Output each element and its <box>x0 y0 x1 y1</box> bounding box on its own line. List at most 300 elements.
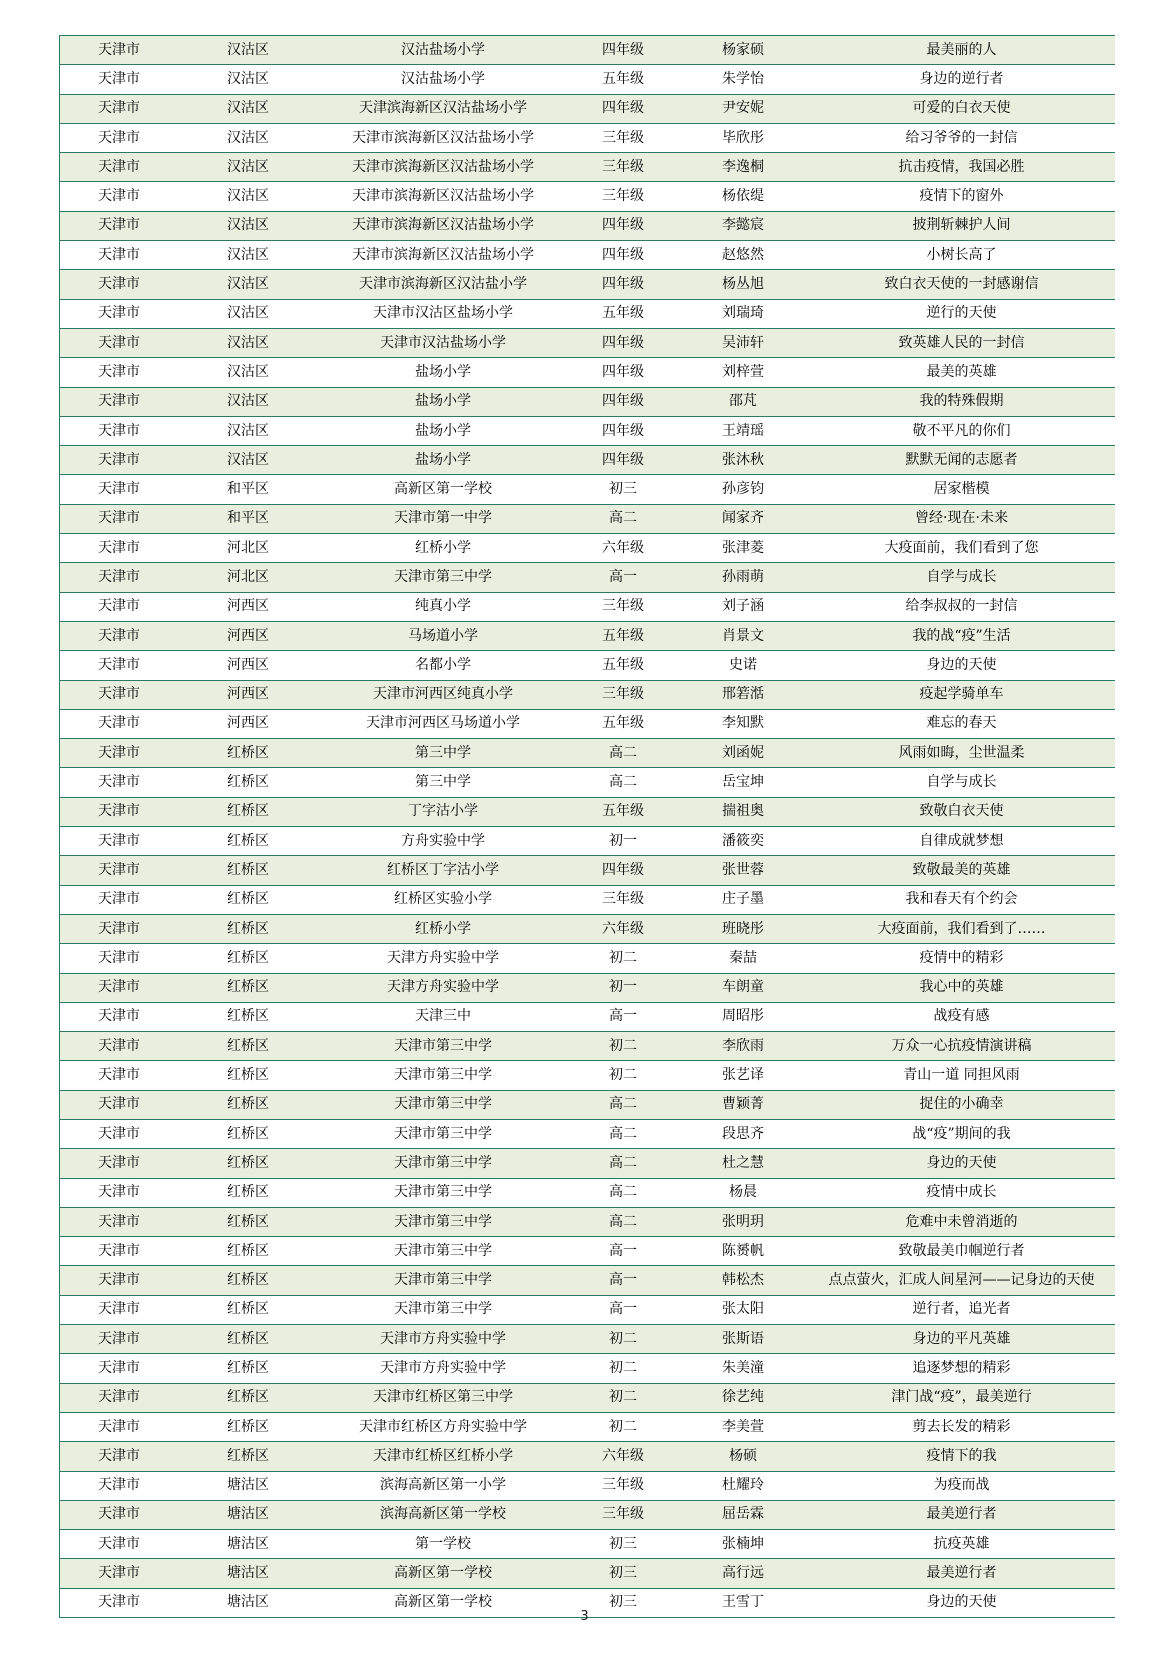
table-row <box>60 1559 1115 1588</box>
city-cell: 天津市 <box>60 592 178 621</box>
school-cell: 天津市滨海新区汉沽盐小学 <box>318 270 568 299</box>
table-row <box>60 739 1115 768</box>
city-cell: 天津市 <box>60 1295 178 1324</box>
district-cell: 汉沽区 <box>178 387 318 416</box>
student-name-cell: 陈赟帆 <box>678 1237 808 1266</box>
student-name-cell: 屈岳霖 <box>678 1500 808 1529</box>
essay-title-cell: 小树长高了 <box>808 241 1115 270</box>
district-cell: 和平区 <box>178 504 318 533</box>
student-name-cell: 揣祖奥 <box>678 797 808 826</box>
grade-cell: 高一 <box>568 1266 678 1295</box>
student-name-cell: 庄子墨 <box>678 885 808 914</box>
district-cell: 红桥区 <box>178 1090 318 1119</box>
district-cell: 红桥区 <box>178 1237 318 1266</box>
grade-cell: 六年级 <box>568 534 678 563</box>
student-name-cell: 刘函妮 <box>678 739 808 768</box>
school-cell: 天津市滨海新区汉沽盐场小学 <box>318 123 568 152</box>
city-cell: 天津市 <box>60 358 178 387</box>
city-cell: 天津市 <box>60 504 178 533</box>
essay-title-cell: 最美逆行者 <box>808 1559 1115 1588</box>
student-name-cell: 曹颖菁 <box>678 1090 808 1119</box>
city-cell: 天津市 <box>60 768 178 797</box>
grade-cell: 初二 <box>568 1032 678 1061</box>
table-row <box>60 1442 1115 1471</box>
essay-title-cell: 抗击疫情，我国必胜 <box>808 153 1115 182</box>
essay-title-cell: 逆行的天使 <box>808 299 1115 328</box>
district-cell: 汉沽区 <box>178 182 318 211</box>
grade-cell: 初二 <box>568 1412 678 1441</box>
city-cell: 天津市 <box>60 1383 178 1412</box>
essay-title-cell: 身边的天使 <box>808 651 1115 680</box>
district-cell: 红桥区 <box>178 1178 318 1207</box>
student-name-cell: 杨丛旭 <box>678 270 808 299</box>
school-cell: 天津滨海新区汉沽盐场小学 <box>318 94 568 123</box>
school-cell: 红桥区实验小学 <box>318 885 568 914</box>
school-cell: 天津市河西区纯真小学 <box>318 680 568 709</box>
essay-title-cell: 疫情中成长 <box>808 1178 1115 1207</box>
table-row <box>60 1119 1115 1148</box>
essay-title-cell: 曾经·现在·未来 <box>808 504 1115 533</box>
student-name-cell: 邵芃 <box>678 387 808 416</box>
district-cell: 汉沽区 <box>178 416 318 445</box>
essay-title-cell: 自律成就梦想 <box>808 827 1115 856</box>
school-cell: 天津市滨海新区汉沽盐场小学 <box>318 153 568 182</box>
grade-cell: 六年级 <box>568 1442 678 1471</box>
grade-cell: 高二 <box>568 1090 678 1119</box>
student-name-cell: 张斯语 <box>678 1325 808 1354</box>
district-cell: 塘沽区 <box>178 1588 318 1617</box>
essay-title-cell: 我和春天有个约会 <box>808 885 1115 914</box>
district-cell: 红桥区 <box>178 797 318 826</box>
essay-title-cell: 抗疫英雄 <box>808 1530 1115 1559</box>
city-cell: 天津市 <box>60 1500 178 1529</box>
grade-cell: 高二 <box>568 1178 678 1207</box>
district-cell: 汉沽区 <box>178 270 318 299</box>
student-name-cell: 张楠坤 <box>678 1530 808 1559</box>
table-row <box>60 1178 1115 1207</box>
student-name-cell: 杨家硕 <box>678 36 808 65</box>
school-cell: 汉沽盐场小学 <box>318 65 568 94</box>
city-cell: 天津市 <box>60 944 178 973</box>
grade-cell: 三年级 <box>568 123 678 152</box>
city-cell: 天津市 <box>60 1412 178 1441</box>
student-name-cell: 李懿宸 <box>678 211 808 240</box>
essay-title-cell: 身边的天使 <box>808 1149 1115 1178</box>
city-cell: 天津市 <box>60 534 178 563</box>
table-row <box>60 709 1115 738</box>
school-cell: 天津市第三中学 <box>318 1266 568 1295</box>
table-row <box>60 1002 1115 1031</box>
school-cell: 方舟实验中学 <box>318 827 568 856</box>
grade-cell: 初三 <box>568 1588 678 1617</box>
grade-cell: 高二 <box>568 739 678 768</box>
district-cell: 红桥区 <box>178 914 318 943</box>
student-name-cell: 朱学怡 <box>678 65 808 94</box>
district-cell: 河西区 <box>178 592 318 621</box>
district-cell: 河北区 <box>178 563 318 592</box>
grade-cell: 高一 <box>568 1295 678 1324</box>
district-cell: 塘沽区 <box>178 1500 318 1529</box>
student-name-cell: 孙雨萌 <box>678 563 808 592</box>
student-name-cell: 肖景文 <box>678 621 808 650</box>
city-cell: 天津市 <box>60 885 178 914</box>
city-cell: 天津市 <box>60 1471 178 1500</box>
student-name-cell: 杨依缇 <box>678 182 808 211</box>
city-cell: 天津市 <box>60 1178 178 1207</box>
district-cell: 红桥区 <box>178 1266 318 1295</box>
district-cell: 汉沽区 <box>178 241 318 270</box>
city-cell: 天津市 <box>60 1530 178 1559</box>
table-row <box>60 1207 1115 1236</box>
school-cell: 天津市第三中学 <box>318 1207 568 1236</box>
essay-title-cell: 津门战“疫”，最美逆行 <box>808 1383 1115 1412</box>
school-cell: 滨海高新区第一学校 <box>318 1500 568 1529</box>
grade-cell: 五年级 <box>568 65 678 94</box>
city-cell: 天津市 <box>60 680 178 709</box>
grade-cell: 四年级 <box>568 387 678 416</box>
city-cell: 天津市 <box>60 827 178 856</box>
essay-title-cell: 我心中的英雄 <box>808 973 1115 1002</box>
school-cell: 盐场小学 <box>318 416 568 445</box>
grade-cell: 高二 <box>568 768 678 797</box>
school-cell: 天津市第三中学 <box>318 1295 568 1324</box>
grade-cell: 初二 <box>568 1325 678 1354</box>
school-cell: 天津市第三中学 <box>318 1061 568 1090</box>
essay-title-cell: 敬不平凡的你们 <box>808 416 1115 445</box>
city-cell: 天津市 <box>60 299 178 328</box>
district-cell: 红桥区 <box>178 856 318 885</box>
school-cell: 天津市方舟实验中学 <box>318 1325 568 1354</box>
district-cell: 红桥区 <box>178 1383 318 1412</box>
essay-title-cell: 给李叔叔的一封信 <box>808 592 1115 621</box>
school-cell: 天津市滨海新区汉沽盐场小学 <box>318 211 568 240</box>
grade-cell: 五年级 <box>568 709 678 738</box>
district-cell: 汉沽区 <box>178 123 318 152</box>
city-cell: 天津市 <box>60 182 178 211</box>
city-cell: 天津市 <box>60 1061 178 1090</box>
grade-cell: 四年级 <box>568 36 678 65</box>
table-row <box>60 1032 1115 1061</box>
district-cell: 塘沽区 <box>178 1530 318 1559</box>
student-name-cell: 秦喆 <box>678 944 808 973</box>
district-cell: 汉沽区 <box>178 94 318 123</box>
essay-title-cell: 最美逆行者 <box>808 1500 1115 1529</box>
essay-title-cell: 为疫而战 <box>808 1471 1115 1500</box>
school-cell: 高新区第一学校 <box>318 475 568 504</box>
grade-cell: 五年级 <box>568 621 678 650</box>
district-cell: 红桥区 <box>178 1149 318 1178</box>
district-cell: 红桥区 <box>178 739 318 768</box>
essay-title-cell: 致敬最美的英雄 <box>808 856 1115 885</box>
student-name-cell: 吴沛轩 <box>678 328 808 357</box>
school-cell: 盐场小学 <box>318 387 568 416</box>
school-cell: 名都小学 <box>318 651 568 680</box>
table-row <box>60 123 1115 152</box>
page-number: 3 <box>580 1609 589 1624</box>
school-cell: 天津市第三中学 <box>318 1178 568 1207</box>
district-cell: 红桥区 <box>178 1207 318 1236</box>
grade-cell: 四年级 <box>568 416 678 445</box>
city-cell: 天津市 <box>60 1149 178 1178</box>
school-cell: 丁字沽小学 <box>318 797 568 826</box>
grade-cell: 初二 <box>568 1354 678 1383</box>
grade-cell: 四年级 <box>568 241 678 270</box>
essay-title-cell: 逆行者，追光者 <box>808 1295 1115 1324</box>
table-row <box>60 1061 1115 1090</box>
essay-title-cell: 最美的英雄 <box>808 358 1115 387</box>
grade-cell: 三年级 <box>568 153 678 182</box>
city-cell: 天津市 <box>60 621 178 650</box>
table-row <box>60 768 1115 797</box>
essay-title-cell: 青山一道 同担风雨 <box>808 1061 1115 1090</box>
grade-cell: 三年级 <box>568 592 678 621</box>
district-cell: 红桥区 <box>178 1002 318 1031</box>
student-name-cell: 李美萱 <box>678 1412 808 1441</box>
student-name-cell: 尹安妮 <box>678 94 808 123</box>
school-cell: 纯真小学 <box>318 592 568 621</box>
table-row <box>60 534 1115 563</box>
city-cell: 天津市 <box>60 563 178 592</box>
essay-title-cell: 疫起学骑单车 <box>808 680 1115 709</box>
essay-title-cell: 我的战“疫”生活 <box>808 621 1115 650</box>
grade-cell: 三年级 <box>568 1500 678 1529</box>
city-cell: 天津市 <box>60 973 178 1002</box>
essay-title-cell: 披荆斩棘护人间 <box>808 211 1115 240</box>
grade-cell: 四年级 <box>568 328 678 357</box>
school-cell: 天津市第三中学 <box>318 1090 568 1119</box>
student-name-cell: 李逸桐 <box>678 153 808 182</box>
district-cell: 塘沽区 <box>178 1559 318 1588</box>
table-row <box>60 36 1115 65</box>
table-row <box>60 1266 1115 1295</box>
grade-cell: 三年级 <box>568 680 678 709</box>
school-cell: 天津方舟实验中学 <box>318 973 568 1002</box>
student-name-cell: 段思齐 <box>678 1119 808 1148</box>
grade-cell: 四年级 <box>568 94 678 123</box>
district-cell: 河西区 <box>178 621 318 650</box>
table-row <box>60 358 1115 387</box>
essay-title-cell: 战疫有感 <box>808 1002 1115 1031</box>
district-cell: 红桥区 <box>178 1325 318 1354</box>
student-name-cell: 杨硕 <box>678 1442 808 1471</box>
student-name-cell: 高行远 <box>678 1559 808 1588</box>
essay-title-cell: 万众一心抗疫情演讲稿 <box>808 1032 1115 1061</box>
city-cell: 天津市 <box>60 1442 178 1471</box>
table-row <box>60 563 1115 592</box>
city-cell: 天津市 <box>60 739 178 768</box>
table-row <box>60 827 1115 856</box>
city-cell: 天津市 <box>60 241 178 270</box>
school-cell: 天津方舟实验中学 <box>318 944 568 973</box>
district-cell: 汉沽区 <box>178 65 318 94</box>
district-cell: 汉沽区 <box>178 328 318 357</box>
district-cell: 汉沽区 <box>178 358 318 387</box>
student-name-cell: 刘梓萱 <box>678 358 808 387</box>
city-cell: 天津市 <box>60 475 178 504</box>
table-row <box>60 211 1115 240</box>
student-name-cell: 杜耀玲 <box>678 1471 808 1500</box>
city-cell: 天津市 <box>60 1207 178 1236</box>
district-cell: 汉沽区 <box>178 36 318 65</box>
grade-cell: 四年级 <box>568 358 678 387</box>
table-row <box>60 475 1115 504</box>
student-name-cell: 张明玥 <box>678 1207 808 1236</box>
grade-cell: 初二 <box>568 944 678 973</box>
school-cell: 天津市第一中学 <box>318 504 568 533</box>
city-cell: 天津市 <box>60 1325 178 1354</box>
essay-title-cell: 给习爷爷的一封信 <box>808 123 1115 152</box>
grade-cell: 初三 <box>568 1530 678 1559</box>
student-name-cell: 韩松杰 <box>678 1266 808 1295</box>
school-cell: 天津市红桥区第三中学 <box>318 1383 568 1412</box>
table-row <box>60 328 1115 357</box>
table-row <box>60 182 1115 211</box>
student-name-cell: 张世蓉 <box>678 856 808 885</box>
city-cell: 天津市 <box>60 1354 178 1383</box>
grade-cell: 六年级 <box>568 914 678 943</box>
district-cell: 塘沽区 <box>178 1471 318 1500</box>
table-row <box>60 973 1115 1002</box>
district-cell: 红桥区 <box>178 885 318 914</box>
table-row <box>60 446 1115 475</box>
table-row <box>60 416 1115 445</box>
school-cell: 天津市红桥区红桥小学 <box>318 1442 568 1471</box>
essay-title-cell: 可爱的白衣天使 <box>808 94 1115 123</box>
student-name-cell: 史诺 <box>678 651 808 680</box>
school-cell: 滨海高新区第一小学 <box>318 1471 568 1500</box>
school-cell: 高新区第一学校 <box>318 1559 568 1588</box>
school-cell: 盐场小学 <box>318 358 568 387</box>
entries-table-body <box>60 36 1115 1618</box>
table-row <box>60 153 1115 182</box>
table-row <box>60 504 1115 533</box>
city-cell: 天津市 <box>60 914 178 943</box>
school-cell: 盐场小学 <box>318 446 568 475</box>
student-name-cell: 张太阳 <box>678 1295 808 1324</box>
table-row <box>60 856 1115 885</box>
district-cell: 红桥区 <box>178 1354 318 1383</box>
grade-cell: 四年级 <box>568 856 678 885</box>
district-cell: 河西区 <box>178 651 318 680</box>
table-row <box>60 94 1115 123</box>
table-row <box>60 1530 1115 1559</box>
student-name-cell: 张沐秋 <box>678 446 808 475</box>
city-cell: 天津市 <box>60 797 178 826</box>
student-name-cell: 潘筱奕 <box>678 827 808 856</box>
grade-cell: 三年级 <box>568 182 678 211</box>
school-cell: 第三中学 <box>318 739 568 768</box>
essay-title-cell: 点点萤火，汇成人间星河——记身边的天使 <box>808 1266 1115 1295</box>
school-cell: 天津三中 <box>318 1002 568 1031</box>
student-name-cell: 周昭彤 <box>678 1002 808 1031</box>
city-cell: 天津市 <box>60 387 178 416</box>
school-cell: 第一学校 <box>318 1530 568 1559</box>
school-cell: 天津市第三中学 <box>318 1032 568 1061</box>
essay-title-cell: 居家楷模 <box>808 475 1115 504</box>
grade-cell: 高一 <box>568 1002 678 1031</box>
essay-title-cell: 捉住的小确幸 <box>808 1090 1115 1119</box>
city-cell: 天津市 <box>60 1588 178 1617</box>
essay-title-cell: 默默无闻的志愿者 <box>808 446 1115 475</box>
grade-cell: 初三 <box>568 475 678 504</box>
essay-title-cell: 剪去长发的精彩 <box>808 1412 1115 1441</box>
grade-cell: 四年级 <box>568 446 678 475</box>
district-cell: 红桥区 <box>178 1295 318 1324</box>
essay-title-cell: 战“疫”期间的我 <box>808 1119 1115 1148</box>
essay-title-cell: 致敬白衣天使 <box>808 797 1115 826</box>
city-cell: 天津市 <box>60 1237 178 1266</box>
table-row <box>60 592 1115 621</box>
district-cell: 红桥区 <box>178 1061 318 1090</box>
city-cell: 天津市 <box>60 709 178 738</box>
city-cell: 天津市 <box>60 1266 178 1295</box>
essay-title-cell: 自学与成长 <box>808 563 1115 592</box>
student-name-cell: 孙彦钧 <box>678 475 808 504</box>
table-row <box>60 914 1115 943</box>
essay-title-cell: 疫情下的窗外 <box>808 182 1115 211</box>
essay-title-cell: 疫情下的我 <box>808 1442 1115 1471</box>
city-cell: 天津市 <box>60 153 178 182</box>
grade-cell: 高一 <box>568 1237 678 1266</box>
district-cell: 红桥区 <box>178 1442 318 1471</box>
district-cell: 汉沽区 <box>178 211 318 240</box>
district-cell: 红桥区 <box>178 768 318 797</box>
school-cell: 天津市第三中学 <box>318 1119 568 1148</box>
essay-title-cell: 最美丽的人 <box>808 36 1115 65</box>
student-name-cell: 李欣雨 <box>678 1032 808 1061</box>
city-cell: 天津市 <box>60 856 178 885</box>
table-row <box>60 1325 1115 1354</box>
entries-table-container <box>59 35 1115 1618</box>
grade-cell: 初三 <box>568 1559 678 1588</box>
grade-cell: 五年级 <box>568 797 678 826</box>
essay-title-cell: 我的特殊假期 <box>808 387 1115 416</box>
district-cell: 河北区 <box>178 534 318 563</box>
student-name-cell: 张艺译 <box>678 1061 808 1090</box>
city-cell: 天津市 <box>60 36 178 65</box>
city-cell: 天津市 <box>60 446 178 475</box>
student-name-cell: 朱美潼 <box>678 1354 808 1383</box>
essay-title-cell: 致英雄人民的一封信 <box>808 328 1115 357</box>
district-cell: 红桥区 <box>178 1032 318 1061</box>
student-name-cell: 刘子涵 <box>678 592 808 621</box>
grade-cell: 五年级 <box>568 299 678 328</box>
table-row <box>60 1090 1115 1119</box>
school-cell: 高新区第一学校 <box>318 1588 568 1617</box>
district-cell: 和平区 <box>178 475 318 504</box>
city-cell: 天津市 <box>60 1002 178 1031</box>
school-cell: 红桥小学 <box>318 534 568 563</box>
city-cell: 天津市 <box>60 416 178 445</box>
essay-title-cell: 难忘的春天 <box>808 709 1115 738</box>
student-name-cell: 杜之慧 <box>678 1149 808 1178</box>
essay-title-cell: 身边的逆行者 <box>808 65 1115 94</box>
school-cell: 第三中学 <box>318 768 568 797</box>
city-cell: 天津市 <box>60 1032 178 1061</box>
table-row <box>60 241 1115 270</box>
city-cell: 天津市 <box>60 328 178 357</box>
table-row <box>60 1412 1115 1441</box>
city-cell: 天津市 <box>60 65 178 94</box>
school-cell: 天津市滨海新区汉沽盐场小学 <box>318 241 568 270</box>
district-cell: 红桥区 <box>178 827 318 856</box>
essay-title-cell: 致白衣天使的一封感谢信 <box>808 270 1115 299</box>
school-cell: 天津市汉沽盐场小学 <box>318 328 568 357</box>
grade-cell: 高二 <box>568 504 678 533</box>
student-name-cell: 徐艺纯 <box>678 1383 808 1412</box>
student-name-cell: 张津菱 <box>678 534 808 563</box>
table-row <box>60 1500 1115 1529</box>
